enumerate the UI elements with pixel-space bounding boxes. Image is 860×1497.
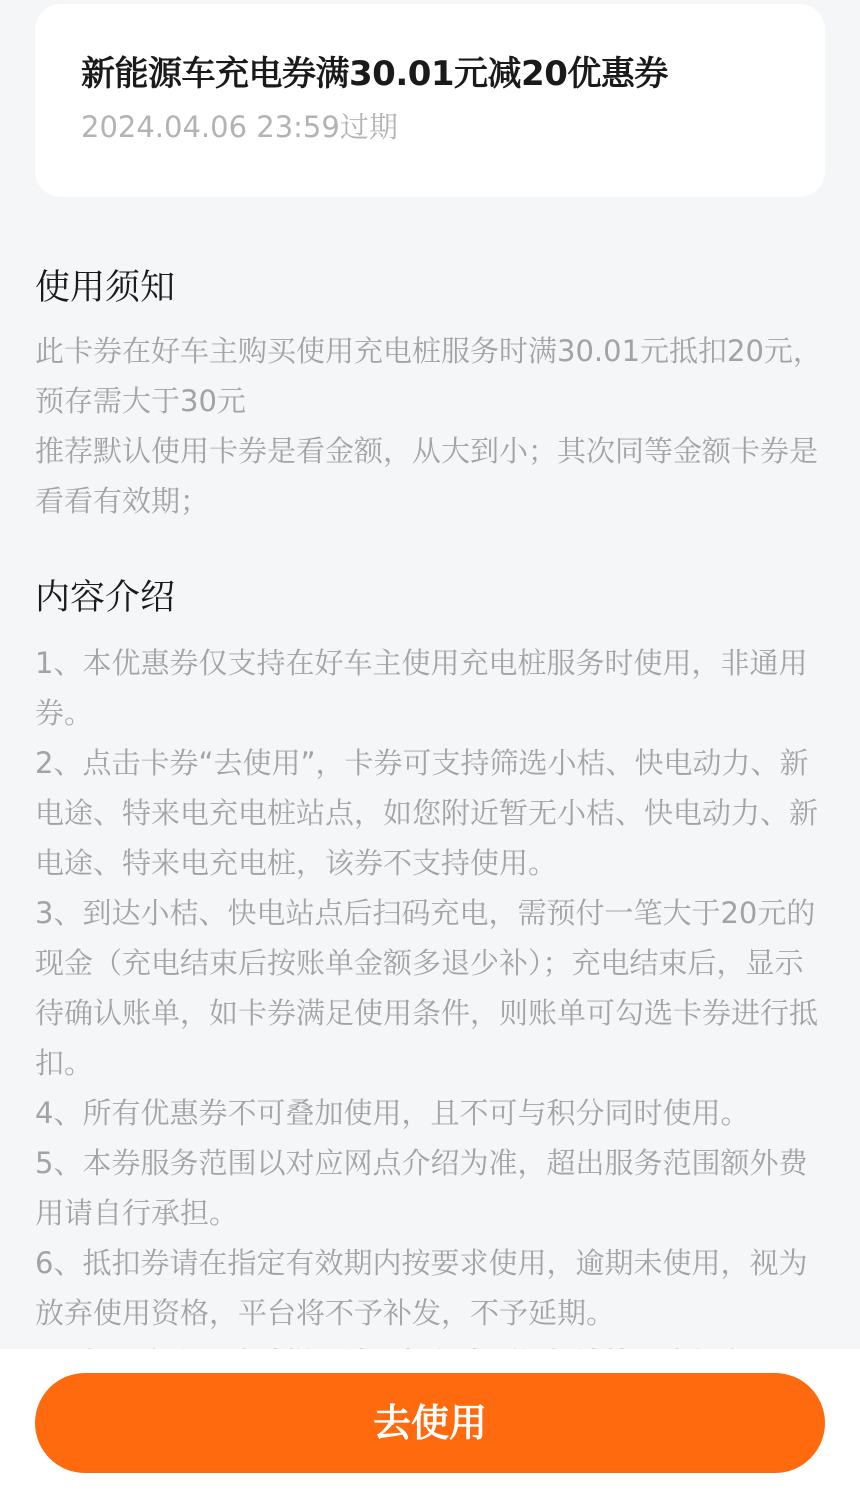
intro-item: 6、抵扣券请在指定有效期内按要求使用，逾期未使用，视为放弃使用资格，平台将不予补发，不予延期。 — [35, 1246, 808, 1330]
intro-item: 3、到达小桔、快电站点后扫码充电，需预付一笔大于20元的现金（充电结束后按账单金额多退少补）；充电结束后，显示待确认账单，如卡券满足使用条件，则账单可勾选卡券进行抵扣。 — [35, 896, 819, 1080]
bottom-action-bar — [0, 1349, 860, 1497]
intro-item: 2、点击卡券“去使用”，卡券可支持筛选小桔、快电动力、新电途、特来电充电桩站点，如您附近暂无小桔、快电动力、新电途、特来电充电桩，该券不支持使用。 — [35, 746, 819, 880]
coupon-card — [35, 4, 825, 197]
use-coupon-button[interactable]: 去使用 — [35, 1373, 825, 1473]
intro-item: 1、本优惠券仅支持在好车主使用充电桩服务时使用，非通用券。 — [35, 646, 808, 730]
usage-notice-text: 推荐默认使用卡券是看金额，从大到小；其次同等金额卡券是看看有效期； — [35, 434, 819, 518]
coupon-details — [35, 262, 825, 1388]
coupon-title: 新能源车充电券满30.01元减20优惠券 — [81, 54, 668, 94]
usage-notice-text: 此卡券在好车主购买使用充电桩服务时满30.01元抵扣20元，预存需大于30元 — [35, 334, 822, 418]
content-intro-title: 内容介绍 — [35, 578, 176, 618]
intro-item: 4、所有优惠券不可叠加使用，且不可与积分同时使用。 — [35, 1096, 750, 1130]
usage-notice-title: 使用须知 — [35, 268, 176, 308]
intro-item: 5、本券服务范围以对应网点介绍为准，超出服务范围额外费用请自行承担。 — [35, 1146, 808, 1230]
coupon-expiry: 2024.04.06 23:59过期 — [81, 110, 398, 144]
